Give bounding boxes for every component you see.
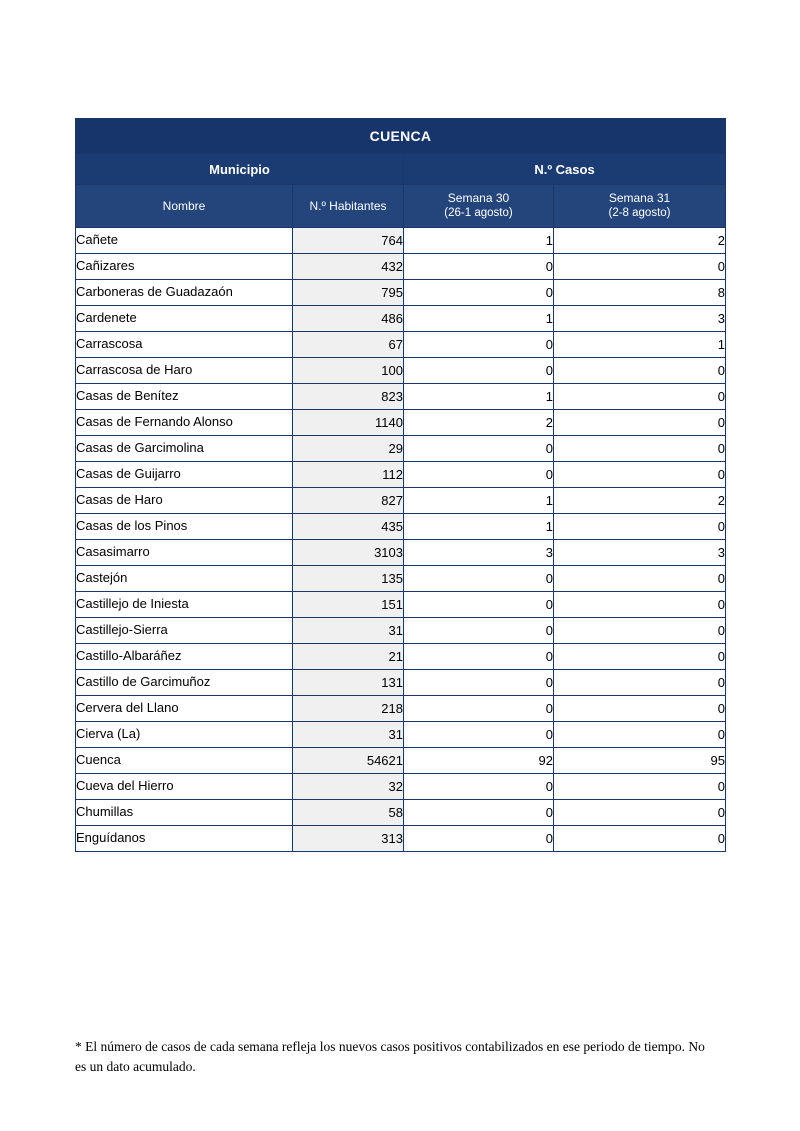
cell-casos-semana-31: 0 xyxy=(554,592,726,618)
cell-casos-semana-31: 0 xyxy=(554,774,726,800)
cell-casos-semana-30: 0 xyxy=(404,696,554,722)
table-row xyxy=(76,748,726,774)
cell-casos-semana-31: 0 xyxy=(554,514,726,540)
cell-habitantes: 795 xyxy=(293,280,404,306)
cell-municipio-nombre: Chumillas xyxy=(76,800,293,826)
semana-30-label: Semana 30 xyxy=(447,191,510,206)
table-row xyxy=(76,592,726,618)
cell-municipio-nombre: Castillo de Garcimuñoz xyxy=(76,670,293,696)
table-row xyxy=(76,410,726,436)
cell-casos-semana-31: 0 xyxy=(554,566,726,592)
table-row xyxy=(76,540,726,566)
cell-casos-semana-30: 1 xyxy=(404,514,554,540)
cell-casos-semana-31: 2 xyxy=(554,228,726,254)
table-row xyxy=(76,306,726,332)
cell-municipio-nombre: Cierva (La) xyxy=(76,722,293,748)
cell-municipio-nombre: Casas de Garcimolina xyxy=(76,436,293,462)
cell-habitantes: 31 xyxy=(293,618,404,644)
table-row xyxy=(76,670,726,696)
cell-casos-semana-30: 3 xyxy=(404,540,554,566)
cell-casos-semana-30: 1 xyxy=(404,384,554,410)
cell-casos-semana-31: 0 xyxy=(554,644,726,670)
cell-municipio-nombre: Cuenca xyxy=(76,748,293,774)
cell-municipio-nombre: Carrascosa de Haro xyxy=(76,358,293,384)
cell-habitantes: 1140 xyxy=(293,410,404,436)
table-row xyxy=(76,358,726,384)
column-header-semana-30 xyxy=(404,185,554,228)
column-header-semana-31 xyxy=(554,185,726,228)
cell-habitantes: 823 xyxy=(293,384,404,410)
cell-municipio-nombre: Cervera del Llano xyxy=(76,696,293,722)
cell-habitantes: 58 xyxy=(293,800,404,826)
covid-cases-table xyxy=(75,118,726,852)
cell-habitantes: 31 xyxy=(293,722,404,748)
cell-casos-semana-30: 2 xyxy=(404,410,554,436)
table-row xyxy=(76,514,726,540)
cell-municipio-nombre: Casas de Haro xyxy=(76,488,293,514)
table-row xyxy=(76,826,726,852)
semana-30-dates: (26-1 agosto) xyxy=(444,207,513,220)
table-row xyxy=(76,696,726,722)
group-header-municipio: Municipio xyxy=(76,154,404,185)
cell-habitantes: 112 xyxy=(293,462,404,488)
cell-casos-semana-31: 8 xyxy=(554,280,726,306)
table-row xyxy=(76,332,726,358)
cell-municipio-nombre: Carboneras de Guadazaón xyxy=(76,280,293,306)
cell-casos-semana-31: 0 xyxy=(554,384,726,410)
table-row xyxy=(76,280,726,306)
table-row xyxy=(76,566,726,592)
table-row xyxy=(76,462,726,488)
cell-casos-semana-30: 0 xyxy=(404,436,554,462)
cell-casos-semana-31: 0 xyxy=(554,618,726,644)
header-row-columns xyxy=(76,185,726,228)
cell-habitantes: 29 xyxy=(293,436,404,462)
cell-casos-semana-30: 1 xyxy=(404,488,554,514)
cell-municipio-nombre: Cueva del Hierro xyxy=(76,774,293,800)
cell-casos-semana-30: 0 xyxy=(404,670,554,696)
cell-casos-semana-31: 0 xyxy=(554,358,726,384)
cell-casos-semana-31: 95 xyxy=(554,748,726,774)
cell-casos-semana-30: 0 xyxy=(404,462,554,488)
cell-casos-semana-31: 3 xyxy=(554,306,726,332)
cell-casos-semana-31: 0 xyxy=(554,462,726,488)
table-row xyxy=(76,644,726,670)
cell-habitantes: 131 xyxy=(293,670,404,696)
cell-habitantes: 151 xyxy=(293,592,404,618)
cell-municipio-nombre: Castejón xyxy=(76,566,293,592)
cell-casos-semana-30: 0 xyxy=(404,644,554,670)
table-row xyxy=(76,254,726,280)
table-row xyxy=(76,774,726,800)
cell-municipio-nombre: Casas de Guijarro xyxy=(76,462,293,488)
cell-casos-semana-30: 0 xyxy=(404,592,554,618)
cell-municipio-nombre: Casasimarro xyxy=(76,540,293,566)
cell-casos-semana-30: 0 xyxy=(404,332,554,358)
cell-casos-semana-30: 0 xyxy=(404,826,554,852)
header-row-groups xyxy=(76,154,726,185)
cell-casos-semana-31: 2 xyxy=(554,488,726,514)
cell-municipio-nombre: Enguídanos xyxy=(76,826,293,852)
cell-municipio-nombre: Casas de Benítez xyxy=(76,384,293,410)
cell-habitantes: 764 xyxy=(293,228,404,254)
cell-habitantes: 32 xyxy=(293,774,404,800)
cell-habitantes: 100 xyxy=(293,358,404,384)
cell-municipio-nombre: Castillo-Albaráñez xyxy=(76,644,293,670)
cell-habitantes: 435 xyxy=(293,514,404,540)
table-row xyxy=(76,436,726,462)
cell-casos-semana-30: 0 xyxy=(404,358,554,384)
table-body xyxy=(76,228,726,852)
footnote-text: * El número de casos de cada semana refleja los nuevos casos positivos contabilizados en ese periodo de tiempo. No es un dato acumulado. xyxy=(75,1039,705,1074)
cell-habitantes: 67 xyxy=(293,332,404,358)
group-header-casos: N.º Casos xyxy=(404,154,726,185)
cell-habitantes: 135 xyxy=(293,566,404,592)
cell-casos-semana-30: 0 xyxy=(404,566,554,592)
semana-31-dates: (2-8 agosto) xyxy=(608,207,671,220)
table-row xyxy=(76,384,726,410)
table-row xyxy=(76,488,726,514)
semana-31-label: Semana 31 xyxy=(608,191,671,206)
table-row xyxy=(76,228,726,254)
cell-casos-semana-31: 0 xyxy=(554,436,726,462)
cell-municipio-nombre: Casas de los Pinos xyxy=(76,514,293,540)
cell-casos-semana-31: 3 xyxy=(554,540,726,566)
cell-municipio-nombre: Carrascosa xyxy=(76,332,293,358)
cell-casos-semana-30: 0 xyxy=(404,254,554,280)
cell-municipio-nombre: Castillejo-Sierra xyxy=(76,618,293,644)
table-header xyxy=(76,119,726,228)
cases-table-container xyxy=(75,118,725,852)
cell-casos-semana-31: 0 xyxy=(554,800,726,826)
cell-casos-semana-30: 0 xyxy=(404,280,554,306)
cell-municipio-nombre: Cañete xyxy=(76,228,293,254)
cell-casos-semana-30: 0 xyxy=(404,774,554,800)
cell-casos-semana-30: 1 xyxy=(404,228,554,254)
table-row xyxy=(76,800,726,826)
cell-habitantes: 21 xyxy=(293,644,404,670)
cell-casos-semana-30: 1 xyxy=(404,306,554,332)
cell-habitantes: 432 xyxy=(293,254,404,280)
cell-casos-semana-31: 0 xyxy=(554,722,726,748)
table-row xyxy=(76,722,726,748)
cell-casos-semana-31: 1 xyxy=(554,332,726,358)
table-row xyxy=(76,618,726,644)
cell-casos-semana-31: 0 xyxy=(554,254,726,280)
cell-casos-semana-30: 0 xyxy=(404,618,554,644)
cell-casos-semana-31: 0 xyxy=(554,696,726,722)
cell-casos-semana-30: 0 xyxy=(404,800,554,826)
column-header-habitantes: N.º Habitantes xyxy=(293,185,404,228)
cell-casos-semana-31: 0 xyxy=(554,826,726,852)
cell-habitantes: 486 xyxy=(293,306,404,332)
cell-municipio-nombre: Casas de Fernando Alonso xyxy=(76,410,293,436)
cell-municipio-nombre: Cardenete xyxy=(76,306,293,332)
cell-habitantes: 54621 xyxy=(293,748,404,774)
header-row-province xyxy=(76,119,726,154)
cell-casos-semana-30: 92 xyxy=(404,748,554,774)
cell-municipio-nombre: Castillejo de Iniesta xyxy=(76,592,293,618)
column-header-nombre: Nombre xyxy=(76,185,293,228)
cell-habitantes: 218 xyxy=(293,696,404,722)
cell-municipio-nombre: Cañizares xyxy=(76,254,293,280)
cell-habitantes: 827 xyxy=(293,488,404,514)
cell-casos-semana-30: 0 xyxy=(404,722,554,748)
cell-casos-semana-31: 0 xyxy=(554,410,726,436)
cell-casos-semana-31: 0 xyxy=(554,670,726,696)
cell-habitantes: 313 xyxy=(293,826,404,852)
province-title: CUENCA xyxy=(76,119,726,154)
cell-habitantes: 3103 xyxy=(293,540,404,566)
